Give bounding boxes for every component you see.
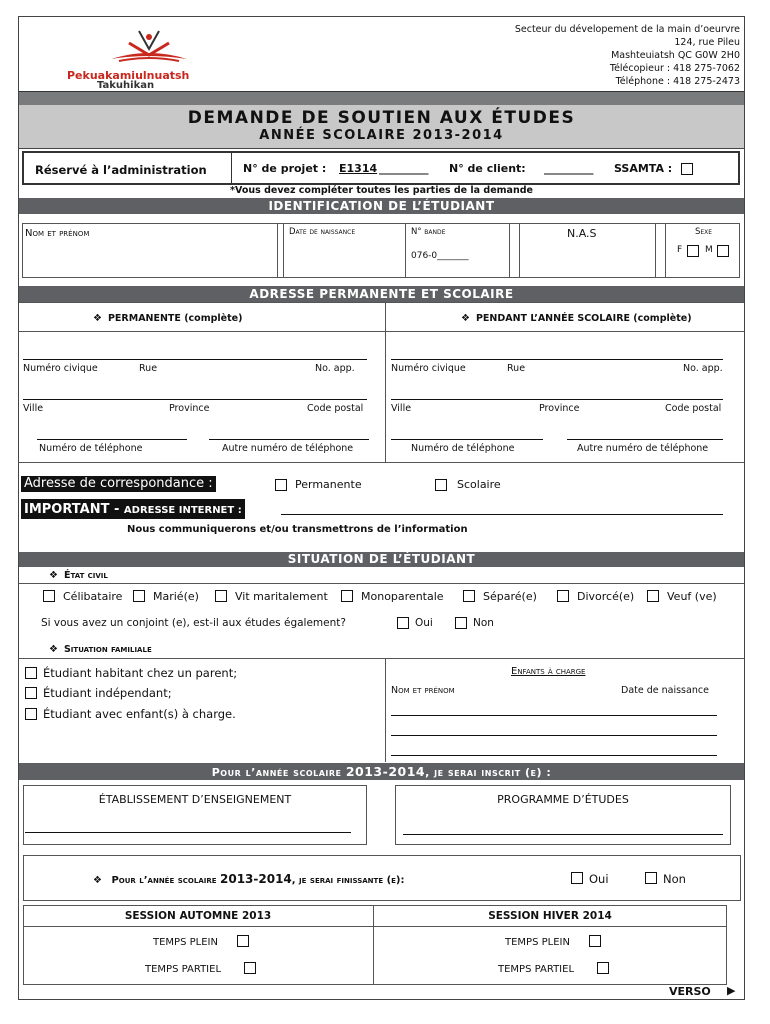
email-label: ADRESSE INTERNET : (123, 505, 242, 516)
civil-status-heading: ❖ État civil (49, 570, 108, 581)
family-option-label: Étudiant indépendant; (43, 686, 172, 700)
important-email-label (21, 499, 245, 519)
name-label[interactable]: Nom et prénom (25, 228, 90, 239)
org-name-line2: Takuhikan (97, 80, 155, 91)
civil-separe-checkbox[interactable] (463, 590, 475, 602)
school-street-label[interactable]: Rue (507, 363, 526, 374)
form-title: DEMANDE DE SOUTIEN AUX ÉTUDES (187, 108, 576, 128)
graduating-no-checkbox[interactable] (645, 872, 657, 884)
arrow-right-icon[interactable]: ▶ (727, 984, 736, 997)
winter-session-label: SESSION HIVER 2014 (488, 910, 612, 922)
identification-table (22, 223, 740, 278)
children-birth-label: Date de naissance (621, 685, 709, 696)
program-label: PROGRAMME D’ÉTUDES (497, 793, 629, 806)
verso-label[interactable]: VERSO (669, 985, 711, 998)
reserved-label: Réservé à l’administration (35, 163, 207, 177)
family-parent-checkbox[interactable] (25, 667, 37, 679)
id-col-line (519, 223, 520, 278)
sector: Secteur du dévelopement de la main d’oeurvre (514, 24, 740, 35)
birth-label[interactable]: Date de naissance (289, 227, 356, 237)
spouse-question: Si vous avez un conjoint (e), est-il aux études également? (41, 617, 346, 629)
civil-option-label: Vit maritalement (235, 590, 328, 603)
winter-part-label: TEMPS PARTIEL (498, 964, 575, 975)
form-subtitle: ANNÉE SCOLAIRE 2013-2014 (259, 128, 504, 143)
graduating-year: 2013-2014 (220, 872, 292, 886)
project-label: N° de projet : (243, 162, 327, 175)
correspondence-permanent-label: Permanente (295, 478, 362, 491)
graduating-no-label: Non (663, 872, 686, 886)
graduating-pre: Pour l’année scolaire (111, 875, 220, 886)
id-col-line (277, 223, 278, 278)
enrollment-heading (19, 763, 744, 780)
civil-option-label: Divorcé(e) (577, 590, 635, 603)
civil-option-label: Veuf (ve) (667, 590, 717, 603)
id-col-line (405, 223, 406, 278)
org-address-block (515, 23, 740, 88)
school-postal-label[interactable]: Code postal (665, 403, 722, 414)
winter-full-checkbox[interactable] (589, 935, 601, 947)
winter-part-checkbox[interactable] (597, 962, 609, 974)
admin-separator (231, 153, 232, 183)
civil-option-label: Monoparentale (361, 590, 444, 603)
civil-option-label: Marié(e) (153, 590, 199, 603)
sex-m-checkbox[interactable] (717, 245, 729, 257)
spouse-no-checkbox[interactable] (455, 617, 467, 629)
perm-apt-label[interactable]: No. app. (315, 363, 355, 374)
id-col-line (655, 223, 656, 278)
id-col-line (665, 223, 666, 278)
band-label[interactable]: N° bande (411, 227, 446, 237)
autumn-full-checkbox[interactable] (237, 935, 249, 947)
address-col-divider (385, 302, 386, 462)
band-value[interactable]: 076-0_______ (411, 251, 469, 261)
org-name-line1: Pekuakamiulnuatsh (67, 69, 190, 82)
family-option-label: Étudiant habitant chez un parent; (43, 666, 238, 680)
title-block (19, 105, 744, 149)
sex-m-label: M (705, 245, 713, 255)
situation-heading: SITUATION DE L’ÉTUDIANT (19, 552, 744, 567)
permanent-heading: ❖ PERMANENTE (complète) (93, 313, 242, 324)
civil-monoparentale-checkbox[interactable] (341, 590, 353, 602)
school-civic-label[interactable]: Numéro civique (391, 363, 466, 374)
graduating-question (93, 872, 405, 886)
perm-tel2-label[interactable]: Autre numéro de téléphone (222, 443, 354, 454)
ssamta-label: SSAMTA : (614, 162, 673, 175)
sex-f-label: F (677, 245, 683, 255)
important-label: IMPORTANT - (24, 502, 124, 517)
communicate-text: Nous communiquerons et/ou transmettrons de l’information (127, 524, 468, 535)
civil-maritalement-checkbox[interactable] (215, 590, 227, 602)
civil-option-label: Séparé(e) (483, 590, 537, 603)
perm-tel2-line (209, 439, 369, 440)
correspondence-school-label: Scolaire (457, 478, 501, 491)
org-logo (89, 25, 209, 67)
sex-f-checkbox[interactable] (687, 245, 699, 257)
school-address-heading: ❖ PENDANT L’ANNÉE SCOLAIRE (complète) (461, 313, 692, 324)
civil-marie-checkbox[interactable] (133, 590, 145, 602)
perm-tel-line (37, 439, 187, 440)
school-apt-label[interactable]: No. app. (683, 363, 723, 374)
project-blank: _________ (379, 162, 429, 175)
enrollment-heading-year: 2013-2014 (345, 764, 426, 779)
project-value[interactable]: E1314 (339, 162, 378, 175)
school-city-label[interactable]: Ville (391, 403, 412, 414)
correspondence-school-checkbox[interactable] (435, 479, 447, 491)
institution-input-line[interactable] (25, 832, 351, 833)
civil-option-label: Célibataire (63, 590, 123, 603)
children-heading: Enfants à charge (511, 666, 586, 677)
spouse-no-label: Non (473, 617, 494, 629)
address-bottom-line (19, 462, 744, 463)
perm-street-label[interactable]: Rue (139, 363, 158, 374)
autumn-full-label: TEMPS PLEIN (153, 937, 218, 948)
email-input-line[interactable] (281, 514, 723, 515)
sex-label: Sexe (695, 227, 713, 237)
spouse-yes-checkbox[interactable] (397, 617, 409, 629)
graduating-yes-checkbox[interactable] (571, 872, 583, 884)
perm-civic-label[interactable]: Numéro civique (23, 363, 98, 374)
family-children-checkbox[interactable] (25, 708, 37, 720)
program-input-line[interactable] (403, 834, 723, 835)
perm-tel-label[interactable]: Numéro de téléphone (39, 443, 143, 454)
city-line: Mashteuiatsh QC G0W 2H0 (611, 50, 740, 61)
notice-text: *Vous devez compléter toutes les parties de la demande (230, 185, 533, 196)
phone-line: Téléphone : 418 275-2473 (615, 76, 740, 87)
header-divider (19, 91, 744, 105)
sessions-header-rule (23, 926, 727, 927)
correspondence-permanent-checkbox[interactable] (275, 479, 287, 491)
address-line: 124, rue Pileu (674, 37, 740, 48)
civil-celibataire-checkbox[interactable] (43, 590, 55, 602)
school-city-line (391, 399, 723, 400)
fax-line: Télécopieur : 418 275-7062 (609, 63, 740, 74)
id-col-line (283, 223, 284, 278)
family-independent-checkbox[interactable] (25, 687, 37, 699)
perm-city-label[interactable]: Ville (23, 403, 44, 414)
family-heading-rule (19, 658, 744, 659)
nas-label[interactable]: N.A.S (567, 227, 597, 240)
graduating-yes-label: Oui (589, 872, 609, 886)
civil-divorce-checkbox[interactable] (557, 590, 569, 602)
perm-city-line (23, 399, 367, 400)
child-line[interactable] (391, 755, 717, 756)
client-label: N° de client: (449, 162, 526, 175)
spouse-yes-label: Oui (415, 617, 433, 629)
winter-full-label: TEMPS PLEIN (505, 937, 570, 948)
form-page (18, 16, 745, 1000)
child-line[interactable] (391, 735, 717, 736)
client-blank[interactable]: _________ (544, 162, 594, 175)
address-heading: ADRESSE PERMANENTE ET SCOLAIRE (19, 286, 744, 302)
institution-label: ÉTABLISSEMENT D’ENSEIGNEMENT (98, 793, 292, 806)
school-province-label[interactable]: Province (539, 403, 580, 414)
correspondence-label: Adresse de correspondance : (21, 476, 216, 492)
id-col-line (509, 223, 510, 278)
children-name-label: Nom et prénom (391, 685, 455, 696)
autumn-part-label: TEMPS PARTIEL (145, 964, 222, 975)
perm-street-line (23, 359, 367, 360)
perm-postal-label[interactable]: Code postal (307, 403, 364, 414)
school-street-line (391, 359, 723, 360)
school-tel2-label[interactable]: Autre numéro de téléphone (577, 443, 709, 454)
civil-veuf-checkbox[interactable] (647, 590, 659, 602)
ssamta-checkbox[interactable] (681, 163, 693, 175)
school-tel-label[interactable]: Numéro de téléphone (411, 443, 515, 454)
child-line[interactable] (391, 715, 717, 716)
school-tel-line (391, 439, 543, 440)
enrollment-heading-pre: Pour l’année scolaire (211, 766, 346, 779)
enrollment-heading-post: , je serai inscrit (e) : (425, 766, 552, 779)
autumn-part-checkbox[interactable] (244, 962, 256, 974)
school-tel2-line (567, 439, 723, 440)
autumn-session-label: SESSION AUTOMNE 2013 (124, 910, 272, 922)
graduating-post: , je serai finissante (e): (291, 875, 405, 886)
perm-province-label[interactable]: Province (169, 403, 210, 414)
civil-heading-rule (19, 583, 744, 584)
identification-heading: IDENTIFICATION DE L’ÉTUDIANT (19, 198, 744, 214)
family-option-label: Étudiant avec enfant(s) à charge. (43, 707, 236, 721)
family-col-divider (385, 658, 386, 762)
family-situation-heading: ❖ Situation familiale (49, 644, 152, 655)
